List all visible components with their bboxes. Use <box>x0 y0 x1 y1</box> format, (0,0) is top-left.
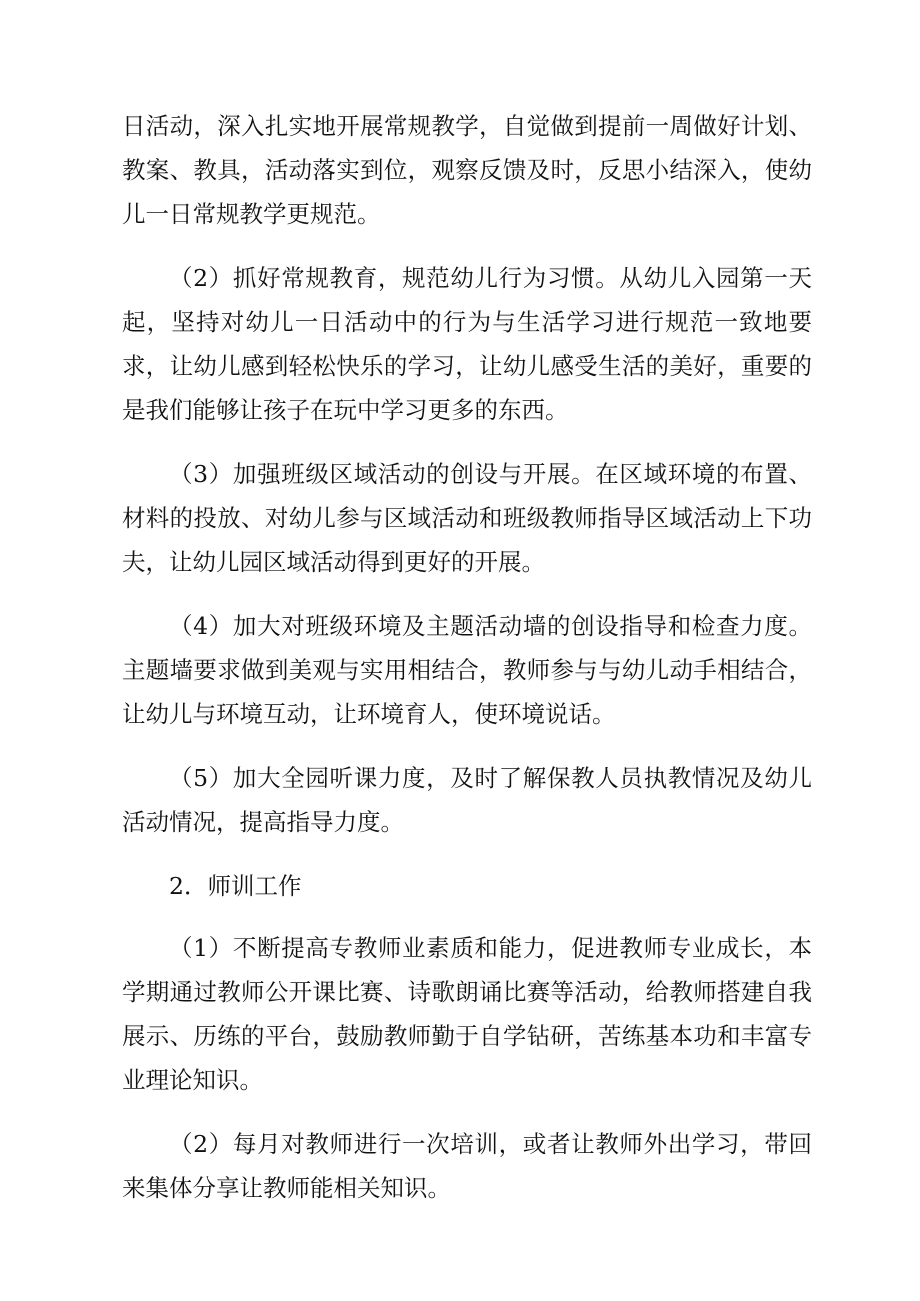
section-paragraph-1: （1）不断提高专教师业素质和能力，促进教师专业成长，本学期通过教师公开课比赛、诗歌朗诵比赛等活动，给教师搭建自我展示、历练的平台，鼓励教师勤于自学钻研，苦练基本功和丰富专业理论知识。 <box>122 934 812 1094</box>
paragraph-item-5: （5）加大全园听课力度，及时了解保教人员执教情况及幼儿活动情况，提高指导力度。 <box>122 764 812 836</box>
paragraph-continuation: 日活动，深入扎实地开展常规教学，自觉做到提前一周做好计划、教案、教具，活动落实到位，观察反馈及时，反思小结深入，使幼儿一日常规教学更规范。 <box>122 112 812 228</box>
section-heading: 2．师训工作 <box>169 872 302 900</box>
section-paragraph-2: （2）每月对教师进行一次培训，或者让教师外出学习，带回来集体分享让教师能相关知识。 <box>122 1130 812 1202</box>
document-body <box>122 104 812 1230</box>
paragraph-item-4: （4）加大对班级环境及主题活动墙的创设指导和检查力度。主题墙要求做到美观与实用相结合，教师参与与幼儿动手相结合，让幼儿与环境互动，让环境育人，使环境说话。 <box>122 612 812 728</box>
paragraph-item-3: （3）加强班级区域活动的创设与开展。在区域环境的布置、材料的投放、对幼儿参与区域活动和班级教师指导区域活动上下功夫，让幼儿园区域活动得到更好的开展。 <box>122 460 812 576</box>
paragraph-item-2: （2）抓好常规教育，规范幼儿行为习惯。从幼儿入园第一天起，坚持对幼儿一日活动中的行为与生活学习进行规范一致地要求，让幼儿感到轻松快乐的学习，让幼儿感受生活的美好，重要的是我们能够让孩子在玩中学习更多的东西。 <box>122 264 812 424</box>
